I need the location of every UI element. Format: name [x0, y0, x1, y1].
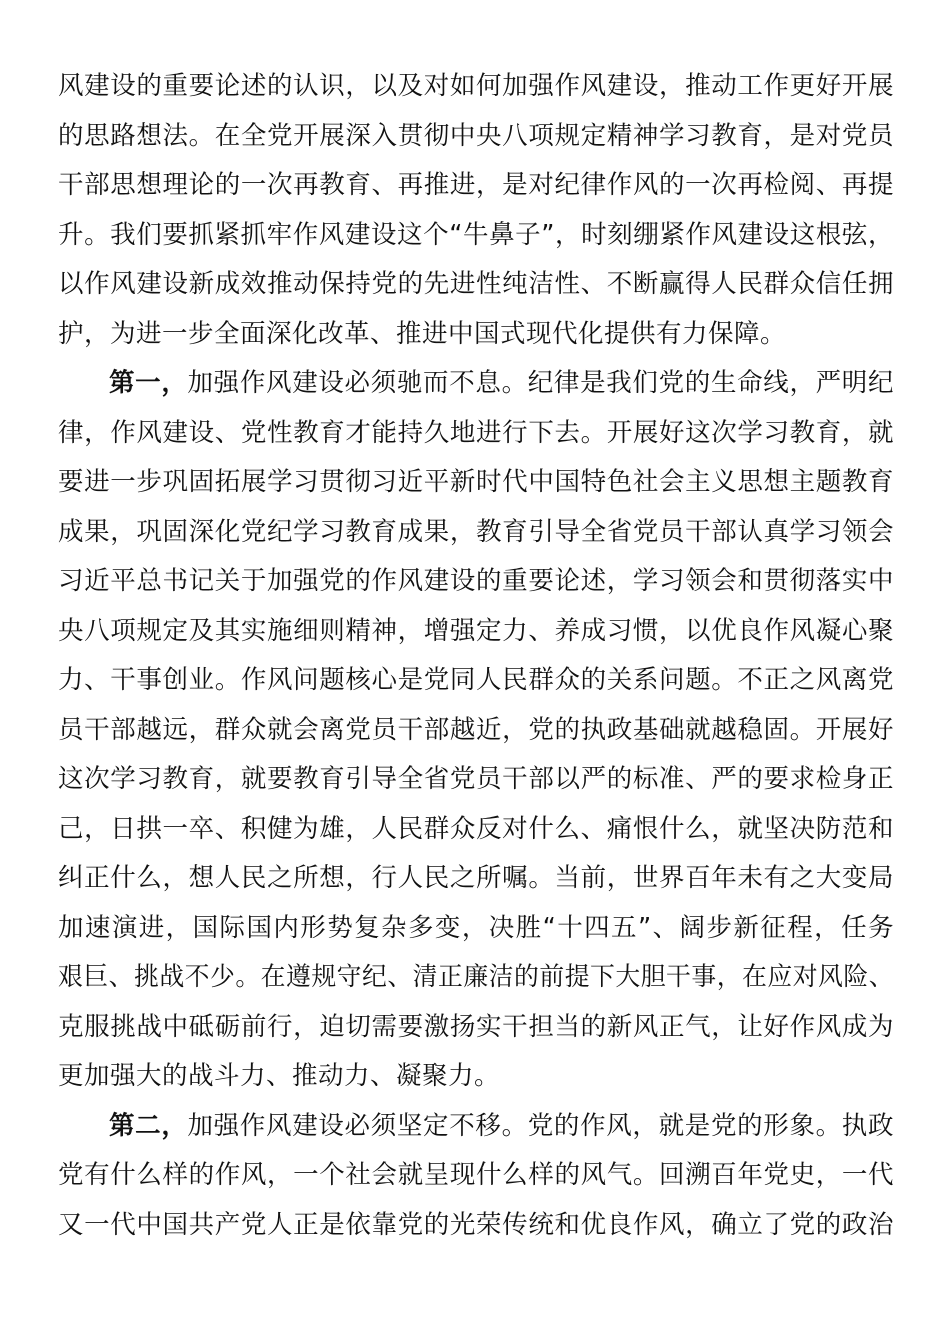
text-line-4: 升。我们要抓紧抓牢作风建设这个“牛鼻子”，时刻绷紧作风建设这根弦，	[58, 219, 894, 250]
text-line-22: 加强作风建设必须坚定不移。党的作风，就是党的形象。执政	[187, 1110, 894, 1141]
text-line-14: 员干部越远，群众就会离党员干部越近，党的执政基础就越稳固。开展好	[58, 714, 894, 745]
text-line-19: 艰巨、挑战不少。在遵规守纪、清正廉洁的前提下大胆干事，在应对风险、	[58, 962, 895, 992]
text-line-7: 加强作风建设必须驰而不息。纪律是我们党的生命线，严明纪	[187, 368, 894, 398]
paragraph-second-heading-line	[58, 1102, 894, 1152]
text-line-23: 党有什么样的作风，一个社会就呈现什么样的风气。回溯百年党史，一代	[58, 1160, 894, 1190]
document-body	[58, 62, 894, 1250]
text-line-11: 习近平总书记关于加强党的作风建设的重要论述，学习领会和贯彻落实中	[58, 566, 894, 596]
text-line-6: 护，为进一步全面深化改革、推进中国式现代化提供有力保障。	[58, 318, 787, 349]
text-line-24: 又一代中国共产党人正是依靠党的光荣传统和优良作风，确立了党的政治	[58, 1209, 894, 1240]
text-line-3: 干部思想理论的一次再教育、再推进，是对纪律作风的一次再检阅、再提	[58, 170, 894, 200]
text-line-1: 风建设的重要论述的认识，以及对如何加强作风建设，推动工作更好开展	[58, 71, 894, 101]
text-line-10: 成果，巩固深化党纪学习教育成果，教育引导全省党员干部认真学习领会	[58, 516, 894, 547]
text-line-13: 力、干事创业。作风问题核心是党同人民群众的关系问题。不正之风离党	[58, 665, 894, 695]
text-line-8: 律，作风建设、党性教育才能持久地进行下去。开展好这次学习教育，就	[58, 417, 894, 448]
text-line-16: 己，日拱一卒、积健为雄，人民群众反对什么、痛恨什么，就坚决防范和	[58, 813, 894, 844]
text-line-12: 央八项规定及其实施细则精神，增强定力、养成习惯，以优良作风凝心聚	[58, 615, 894, 646]
text-line-2: 的思路想法。在全党开展深入贯彻中央八项规定精神学习教育，是对党员	[58, 120, 894, 151]
paragraph-first-heading-line	[58, 359, 894, 409]
text-line-9: 要进一步巩固拓展学习贯彻习近平新时代中国特色社会主义思想主题教育	[58, 467, 894, 497]
section-lead-first: 第一，	[109, 368, 188, 398]
text-line-20: 克服挑战中砥砺前行，迫切需要激扬实干担当的新风正气，让好作风成为	[58, 1011, 894, 1042]
text-line-21: 更加强大的战斗力、推动力、凝聚力。	[58, 1061, 501, 1091]
section-lead-second: 第二，	[109, 1110, 188, 1141]
text-line-18: 加速演进，国际国内形势复杂多变，决胜“十四五”、阔步新征程，任务	[58, 912, 894, 943]
text-line-5: 以作风建设新成效推动保持党的先进性纯洁性、不断赢得人民群众信任拥	[58, 269, 894, 299]
text-line-17: 纠正什么，想人民之所想，行人民之所嘱。当前，世界百年未有之大变局	[58, 863, 894, 893]
text-line-15: 这次学习教育，就要教育引导全省党员干部以严的标准、严的要求检身正	[58, 764, 894, 794]
